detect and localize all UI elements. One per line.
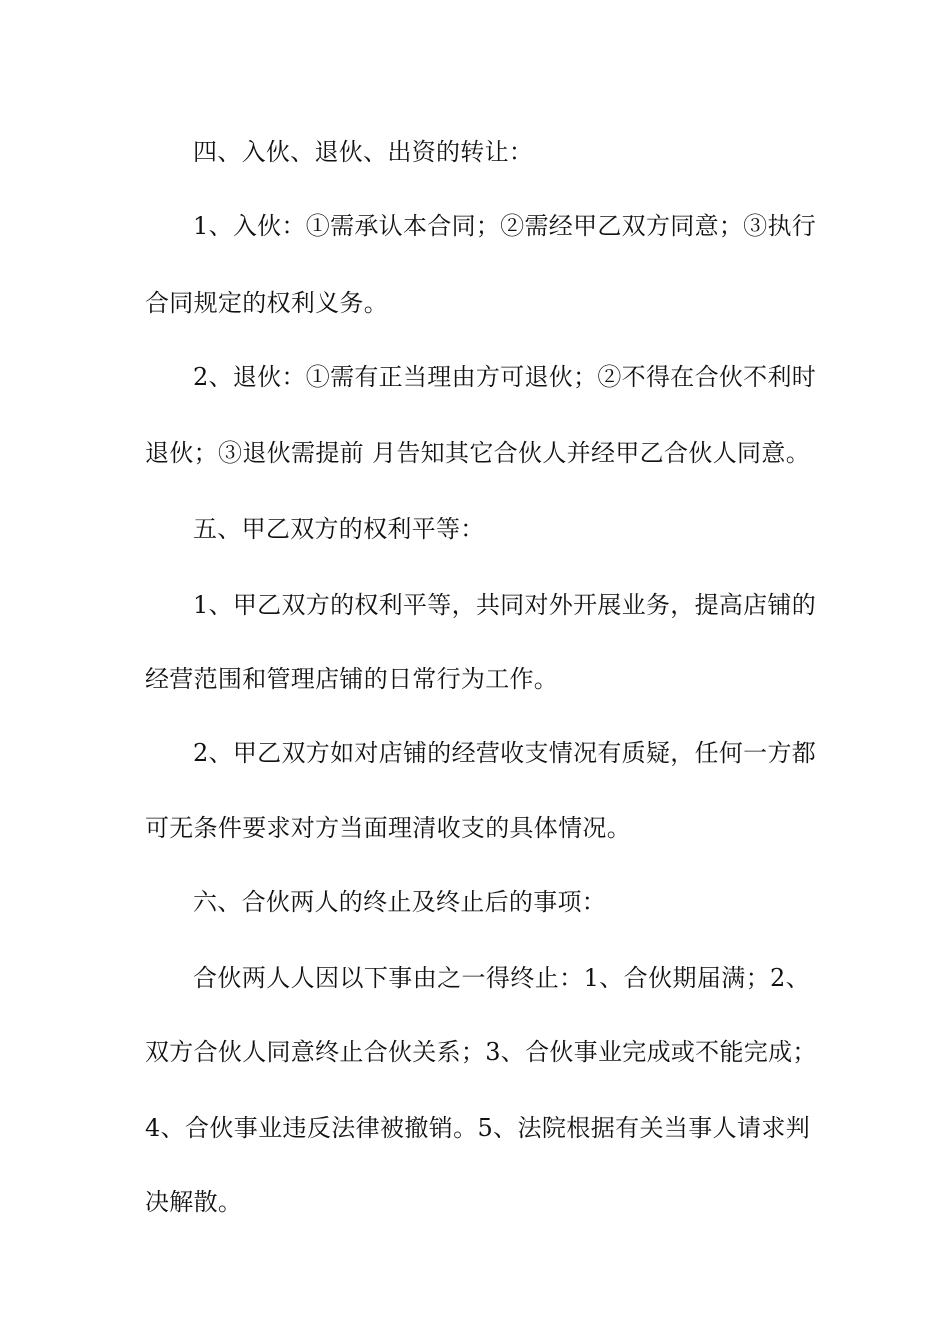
paragraph-line: 4、合伙事业违反法律被撤销。5、法院根据有关当事人请求判: [145, 1114, 810, 1142]
paragraph-line: 经营范围和管理店铺的日常行为工作。: [145, 665, 559, 693]
paragraph-line: 2、甲乙双方如对店铺的经营收支情况有质疑，任何一方都: [193, 739, 817, 767]
paragraph-line: 2、退伙：①需有正当理由方可退伙；②不得在合伙不利时: [193, 363, 817, 391]
section-heading-5: 五、甲乙双方的权利平等：: [193, 515, 485, 543]
section-heading-6: 六、合伙两人的终止及终止后的事项：: [193, 888, 607, 916]
paragraph-line: 双方合伙人同意终止合伙关系；3、合伙事业完成或不能完成；: [145, 1038, 817, 1066]
paragraph-line: 合伙两人人因以下事由之一得终止：1、合伙期届满；2、: [193, 964, 810, 992]
paragraph-line: 决解散。: [145, 1188, 243, 1216]
paragraph-line: 可无条件要求对方当面理清收支的具体情况。: [145, 814, 631, 842]
paragraph-line: 1、入伙：①需承认本合同；②需经甲乙双方同意；③执行: [193, 212, 817, 240]
section-heading-4: 四、入伙、退伙、出资的转让：: [193, 138, 534, 166]
paragraph-line: 退伙；③退伙需提前 月告知其它合伙人并经甲乙合伙人同意。: [145, 439, 810, 467]
paragraph-line: 合同规定的权利义务。: [145, 289, 388, 317]
paragraph-line: 1、甲乙双方的权利平等，共同对外开展业务，提高店铺的: [193, 591, 817, 619]
